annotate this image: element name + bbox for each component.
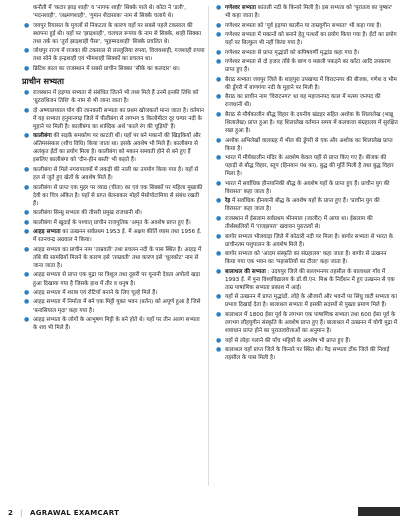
item-text: आहड़ सभ्यता में शराब एवं रोटियाँ बनाने के लिए चूल्हे मिले हैं। xyxy=(33,289,158,296)
item-lead: गणेश्वर सभ्यता xyxy=(225,5,256,11)
bullet-icon: ● xyxy=(216,214,222,222)
item-text: बागोर सभ्यता भीलवाड़ा जिले में कोठारी नदी पर मिला है। बागोर सभ्यता से भारत के प्राचीनतम पशुपालन के अवशेष मिले हैं। xyxy=(225,233,394,248)
bullet-icon: ● xyxy=(24,106,30,114)
list-item xyxy=(22,271,205,287)
list-item xyxy=(22,65,205,73)
item-text: का उत्खनन सर्वप्रथम 1953 ई. में अक्षय कीर्ति व्यास तथा 1956 ई. में रतनचन्द्र अग्रवाल ने किया। xyxy=(33,229,202,244)
item-lead: आहड़ सभ्यता xyxy=(33,229,61,236)
item-text: में सर्वाधिक हीनयानी बौद्ध के अवशेष यहाँ के प्राप्त हुए हैं। 'प्राचीन युग की विरासत' कहा जाता है। xyxy=(225,198,380,213)
list-item xyxy=(214,215,398,231)
list-item xyxy=(214,49,398,57)
item-lead: बालाथल की सभ्यता xyxy=(225,268,266,275)
list-item xyxy=(214,180,398,196)
page-number: 2 xyxy=(8,509,13,517)
item-text: अशोक अभिलेखों वालाग्रह में भील की डूँगरी से एक और अशोक का शिलालेख प्राप्त किया है। xyxy=(225,137,393,152)
list-item xyxy=(22,89,205,105)
bullet-icon: ● xyxy=(24,298,30,306)
left-column xyxy=(22,4,205,334)
bullet-icon: ● xyxy=(216,31,222,39)
brand-name: AGRAWAL EXAMCART xyxy=(30,509,120,517)
list-item xyxy=(22,132,205,164)
bullet-icon: ● xyxy=(216,154,222,162)
bullet-icon: ● xyxy=(24,316,30,324)
item-text: कालीबंगा में खुदाई के पश्चात् प्राचीन राजपूतिक 'अमृत के अवशेष प्राप्त हुए हैं। xyxy=(33,219,191,226)
list-item xyxy=(214,58,398,74)
bullet-icon: ● xyxy=(216,293,222,301)
item-text: गणेश्वर सभ्यता में मकानों को बनाने हेतु पत्थरों का प्रयोग किया गया है। ईंटों का प्रयोग यहाँ पर बिल्कुल भी नहीं किया गया है। xyxy=(225,32,397,47)
bullet-icon: ● xyxy=(216,136,222,144)
footer-separator: | xyxy=(20,509,23,517)
item-text: भारत में मौर्यकालीन मंदिर के अवशेष केवल यहीं से प्राप्त किए गए हैं। बीजक की पहाड़ी से बौद्ध विहार, स्तूप (हिनयान पंथ का), बुद्ध की मूर्ति मिली है तथा बुद्ध विहार मिला है। xyxy=(225,155,394,178)
item-text: कनौती में 'कटार झाड़ शाही' व 'नागफ शाही' सिक्के पाले थे। कोटा ने 'डली', 'मदनशाही', 'लक्ष्मणशाही', 'गुमान शैदासाक' नाम से सिक्के चलाये थे। xyxy=(33,5,186,20)
item-text: दो अष्णालय्याल योग की जानकारी सभ्यता का प्रथम खोजकर्ता माना जाता है। वर्तमान में यह सभ्यता हनुमानगढ़ जिले में पीलीबंगा से लगभग 5 किलोमीटर दूर घग्घर नदी के मुहाने पर मिली है। कालीबंगा का शाब्दिक अर्थ 'काले रंग की चूड़ियाँ' हैं। xyxy=(33,107,205,130)
bullet-icon: ● xyxy=(216,179,222,187)
item-text: कालीबंगा से प्राप्त एक मुहर पर व्याघ्र (चीता) का एवं एक सिक्कों पर महिला मुखाकी देवी का चित्र अंकित है। यहाँ से प्राप्त बेलनाकार मोहरें मेसोपोटामिया से संबंध रखती हैं। xyxy=(33,184,203,207)
list-item xyxy=(214,76,398,92)
bullet-icon: ● xyxy=(216,21,222,29)
item-text: गणेश्वर सभ्यता से प्राप्त मृद्भांडों को कपिषवर्णी मृद्भांड कहा गया है। xyxy=(225,49,360,56)
bullet-icon: ● xyxy=(24,183,30,191)
item-text: भारत में सर्वाधिक हीनयानिकी बौद्ध के अवशेष यहाँ के प्राप्त हुए हैं। प्राचीन युग की विरासत' कहा जाता है। xyxy=(225,180,390,195)
page-footer xyxy=(0,506,416,525)
bullet-icon: ● xyxy=(216,310,222,318)
bullet-icon: ● xyxy=(24,218,30,226)
bullet-icon: ● xyxy=(24,209,30,217)
list-item xyxy=(22,289,205,297)
item-text: आहड़ सभ्यता में निर्माता में बने एक मिट्टी युक्त भवन (बर्तन) को अपूर्ण हुआ है जिसे 'बनासियाल मृदा' कहा गया है। xyxy=(33,299,201,314)
bullet-icon: ● xyxy=(24,271,30,279)
list-item xyxy=(214,137,398,153)
bullet-icon: ● xyxy=(24,88,30,96)
list-item xyxy=(214,337,398,345)
bullet-icon: ● xyxy=(24,64,30,72)
item-text: गणेश्वर सभ्यता को 'पूर्व हड़प्पा कालीन या ताम्रयुगीन सभ्यता' भी कहा गया है। xyxy=(225,22,382,29)
bullet-icon: ● xyxy=(216,232,222,240)
list-item xyxy=(214,154,398,178)
list-item xyxy=(22,219,205,227)
item-text: आहड़ सभ्यता का प्राचीन नाम 'ताम्रवती' तथा प्रचलन नदी के पास स्थित है। आहड़ में ताँबे की सामग्रियाँ मिलने के कारण इसे 'ताम्रवती' तथा कारण इसे 'धूलकोट' नाम से जाना जाता है। xyxy=(33,246,202,269)
bullet-icon: ● xyxy=(24,165,30,173)
column-divider xyxy=(208,6,209,486)
item-lead: रेड़ xyxy=(225,198,231,205)
list-item xyxy=(214,293,398,309)
item-text: राजस्थान में हड़प्पा सभ्यता से संबंधित जितने भी तथ्य मिले हैं उनमें इनकी तिथि को 'ग्रुटराथिजन तिथि' के नाम से भी जाना जाता है। xyxy=(33,89,199,105)
list-item xyxy=(22,4,205,20)
item-text: कालीबंगा सिन्धु सभ्यता की तीसरी प्रमुख राजधानी थी। xyxy=(33,210,142,217)
item-text: की सड़कें समकोण पर काटती थीं। यहाँ पर बने मकानों की खिड़कियाँ और अंतिमसंस्कार (शौच विधि) किया जाता था। इसके अवशेष भी मिले हैं। कालीबंगा से अलंकृत ईंटों का प्रयोग मिला है। कालीबंगा को मकान समवती होने से बने हुए हैं इसलिए कालीबंगा को 'दीन-हीन बस्ती' भी कहते हैं। xyxy=(33,133,201,164)
item-text: आहड़ सभ्यता से प्राप्त एक मुद्रा पर त्रिशूल तथा दूसरी पर यूनानी देवता अपोलो खड़ा हुआ दिखाया गया है जिसके हाथ में तीर व धनुष है। xyxy=(33,272,201,287)
list-item xyxy=(214,311,398,335)
watermark-stamp xyxy=(358,507,400,516)
bullet-icon: ● xyxy=(216,4,222,11)
bullet-icon: ● xyxy=(216,267,222,275)
list-item xyxy=(22,316,205,332)
list-item xyxy=(214,111,398,135)
item-text: बैराठ से मौर्यकालीन बौद्ध विहार के दयनीय खंडहर सहित अशोक के शिलालेख (भाब्रू शिलालेख) प्राप्त हुआ है। यह शिलालेख वर्तमान समय में कलकत्ता संग्रहालय में सुरक्षित रखा हुआ है। xyxy=(225,111,398,135)
item-text: बैराठ का प्राचीन नाम 'विराटनगर' था यह महाजनपद काल में मत्स्य जनपद की राजधानी थी। xyxy=(225,94,381,109)
item-text: कांतली नदी के किनारे मिली है। इस सभ्यता को 'पुरातत्व का पुष्कर' भी कहा जाता है। xyxy=(225,5,393,20)
item-text: राजस्थान में ईसलाम सर्वप्रथम भीनमाल (जालौर) में आया था। ईसलाम की तीर्थस्थलियों में 'राजझपरा' खवावन पुरातत्वों से। xyxy=(225,215,373,231)
left-bottom-list xyxy=(22,89,205,332)
bullet-icon: ● xyxy=(24,21,30,29)
list-item xyxy=(214,93,398,109)
item-text: आहड़ सभ्यता के लोगों के आभूषण मिट्टी के बने होते थे। यहाँ पर तीन अलग सभ्यता के शव भी मिले हैं। xyxy=(33,317,200,332)
list-item xyxy=(22,246,205,270)
list-item xyxy=(214,31,398,47)
bullet-icon: ● xyxy=(24,245,30,253)
list-item xyxy=(22,47,205,63)
list-item xyxy=(214,346,398,362)
item-text: यहाँ से उत्खनन में प्राप्त मृद्भांडों, लोहे के औजारों और भवनों पर सिंधु घाटी सभ्यता का प्रभाव दिखाई देता है। बालाथल सभ्यता में इसकी सदस्यों से पुख्ता प्रमाण मिले हैं। xyxy=(225,294,397,309)
item-text: बागोर सभ्यता को 'आदम संस्कृति का संग्रहालय' कहा जाता है। बागोर से उत्खनन किया गया एक भवन का 'महासतियों का टीला' कहा जाता है। xyxy=(225,251,387,266)
list-item xyxy=(22,298,205,314)
bullet-icon: ● xyxy=(24,132,30,140)
item-text: जोधपुर राज्य में राजका की टकसाल से लल्लूलिया रुपया, विजयशाही, गजशाही रुपया तथा सोने के इन्द्रशाही एवं भीमशाही सिक्कों का प्रचलन था। xyxy=(33,48,205,63)
bullet-icon: ● xyxy=(216,93,222,101)
item-text: ब्रिटिश काल का राजस्थान में सबसे प्राचीन सिक्का 'सीके का कलदार' था। xyxy=(33,65,180,72)
item-text: कालीबंगा से मिले नगरापालयों में लकड़ी की नाली का उपयोग किया गया है। यहाँ से हल से जुते हुए खेतों के अवशेष मिले हैं। xyxy=(33,166,199,182)
section-heading: प्राचीन सभ्यता xyxy=(22,75,64,86)
list-item xyxy=(22,228,205,244)
item-text: गणेश्वर सभ्यता से दो हजार ताँबे के बाण व मछली पकड़ने का काँटा आदि उपकरण प्राप्त हुए हैं। xyxy=(225,59,391,74)
list-item xyxy=(214,4,398,20)
right-column xyxy=(214,4,398,364)
list-item xyxy=(22,184,205,208)
list-item xyxy=(214,233,398,249)
item-text: बालाथल यहाँ प्राप्त जिले के किनारे पर स्थित थी। पैड़ सभ्यता टोंक जिले की निवाई तहसील के पास मिली है। xyxy=(225,347,390,362)
item-text: बैराठ सभ्यता जयपुर जिले के शाहपुरा उपखण्ड में विराटनगर की बीजक, गणेश व भीम की डूँगरी में बाणगंगा नदी के मुहाने पर मिली है। xyxy=(225,76,397,91)
bullet-icon: ● xyxy=(216,75,222,83)
bullet-icon: ● xyxy=(216,58,222,66)
item-lead: कालीबंगा xyxy=(33,133,52,140)
bullet-icon: ● xyxy=(24,47,30,55)
item-text: यहाँ से लोहा गलाने की पाँच भट्टियों के अवशेष भी प्राप्त हुए हैं। xyxy=(225,337,351,344)
list-item xyxy=(214,197,398,213)
item-text: : उदयपुर जिले की बल्लभनगर तहसील के बालाथल गाँव में 1993 ई. में पुना विश्वविद्यालय के डॉ.वी.एन. मिश्र के निर्देशन में हुए उत्खनन से एक ताम्र पाषाणिक सभ्यता प्रकाश में आई। xyxy=(225,268,395,291)
left-top-list xyxy=(22,4,205,73)
list-item xyxy=(22,107,205,131)
bullet-icon: ● xyxy=(216,336,222,344)
bullet-icon: ● xyxy=(216,110,222,118)
list-item xyxy=(22,22,205,46)
list-item xyxy=(22,209,205,217)
bullet-icon: ● xyxy=(24,228,30,236)
list-item xyxy=(214,268,398,292)
item-text: बालाथल में 1800 ईसा पूर्व के लगभग एक पाषाणिक सभ्यता तथा 600 ईसा पूर्व के लगभग लौहयुगीन संस्कृति के अवशेष प्राप्त हुए हैं। बालाथल में उत्खनन में योगी मुद्रा में शवाधान प्राप्त होने का पुरातत्ववेत्ताओं का अनुमान है। xyxy=(225,311,398,335)
bullet-icon: ● xyxy=(216,48,222,56)
list-item xyxy=(22,166,205,182)
list-item xyxy=(214,22,398,30)
bullet-icon: ● xyxy=(24,288,30,296)
list-item xyxy=(214,250,398,266)
bullet-icon: ● xyxy=(216,250,222,258)
item-text: जयपुर रियासत के मुगलों से निकटता के कारण यहाँ पर सबसे पहले टकसाल की स्थापना हुई थी। यहाँ पर 'झाड़शाही', चलचल रूपया के नाम से सिक्के, शाही सिक्का तथा तर्क का 'तुर्रा झाड़शाही पैसा', 'मुहम्मदशाही' सिक्के प्रचलित थे। xyxy=(33,22,202,45)
bullet-icon: ● xyxy=(216,346,222,354)
bullet-icon: ● xyxy=(216,197,222,205)
